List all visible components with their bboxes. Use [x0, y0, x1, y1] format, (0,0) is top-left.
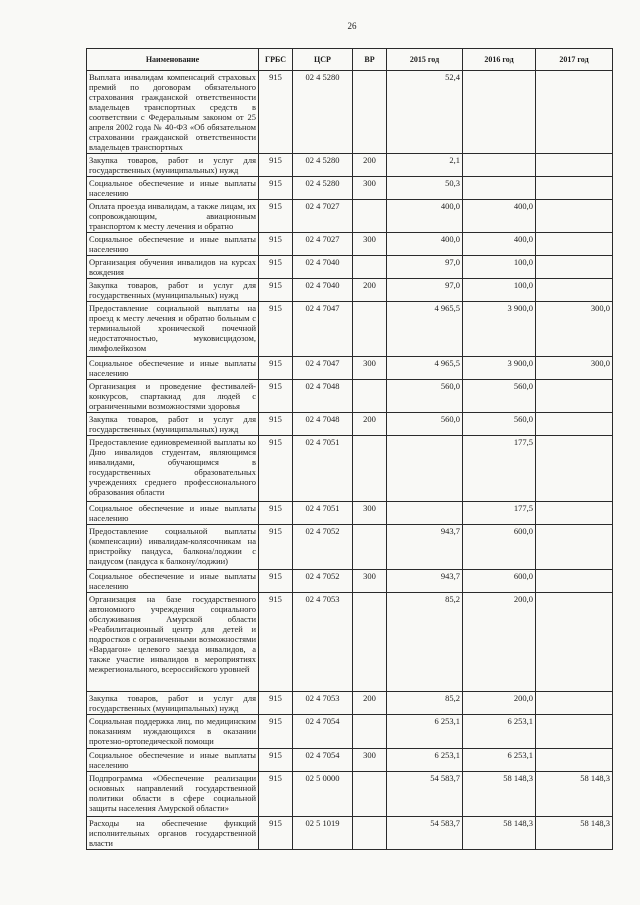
- amount-2015-cell: [387, 436, 463, 502]
- table-row: [87, 233, 613, 256]
- name-cell: Закупка товаров, работ и услуг для государственных (муниципальных) нужд: [87, 154, 259, 177]
- grbs-cell: 915: [259, 715, 293, 749]
- table-row: [87, 570, 613, 593]
- amount-2015-cell: 4 965,5: [387, 302, 463, 357]
- page-number: 26: [347, 21, 357, 31]
- amount-2017-cell: [536, 200, 613, 233]
- grbs-cell: 915: [259, 749, 293, 772]
- amount-2017-cell: [536, 256, 613, 279]
- table-row: [87, 692, 613, 715]
- csr-cell: 02 4 7047: [293, 357, 353, 380]
- amount-2017-cell: [536, 380, 613, 413]
- amount-2017-cell: [536, 593, 613, 692]
- vr-cell: 300: [353, 502, 387, 525]
- table-row: [87, 436, 613, 502]
- amount-2016-cell: 200,0: [463, 593, 536, 692]
- grbs-cell: 915: [259, 817, 293, 850]
- amount-2017-cell: [536, 749, 613, 772]
- vr-cell: [353, 817, 387, 850]
- grbs-cell: 915: [259, 154, 293, 177]
- grbs-cell: 915: [259, 525, 293, 570]
- amount-2016-cell: 400,0: [463, 200, 536, 233]
- amount-2015-cell: 6 253,1: [387, 715, 463, 749]
- grbs-cell: 915: [259, 177, 293, 200]
- amount-2015-cell: 560,0: [387, 413, 463, 436]
- grbs-cell: 915: [259, 502, 293, 525]
- amount-2017-cell: [536, 154, 613, 177]
- table-row: [87, 525, 613, 570]
- csr-cell: 02 4 7051: [293, 436, 353, 502]
- table-row: [87, 279, 613, 302]
- grbs-cell: 915: [259, 357, 293, 380]
- table-row: [87, 715, 613, 749]
- csr-cell: 02 4 7040: [293, 256, 353, 279]
- grbs-cell: 915: [259, 71, 293, 154]
- name-cell: Социальная поддержка лиц, по медицинским показаниям нуждающихся в оказании протезно-ортопедической помощи: [87, 715, 259, 749]
- header-2016: 2016 год: [463, 49, 536, 71]
- vr-cell: [353, 380, 387, 413]
- table-row: [87, 502, 613, 525]
- amount-2015-cell: 97,0: [387, 279, 463, 302]
- amount-2015-cell: 400,0: [387, 233, 463, 256]
- amount-2017-cell: [536, 502, 613, 525]
- amount-2015-cell: 85,2: [387, 692, 463, 715]
- amount-2016-cell: [463, 177, 536, 200]
- vr-cell: 200: [353, 413, 387, 436]
- amount-2015-cell: 54 583,7: [387, 772, 463, 817]
- vr-cell: 300: [353, 177, 387, 200]
- name-cell: Оплата проезда инвалидам, а также лицам, их сопровождающим, авиационным транспортом к месту лечения и обратно: [87, 200, 259, 233]
- header-name: Наименование: [87, 49, 259, 71]
- table-row: [87, 593, 613, 692]
- amount-2015-cell: 560,0: [387, 380, 463, 413]
- amount-2016-cell: 560,0: [463, 413, 536, 436]
- amount-2015-cell: [387, 502, 463, 525]
- amount-2015-cell: 400,0: [387, 200, 463, 233]
- amount-2017-cell: [536, 279, 613, 302]
- amount-2016-cell: 177,5: [463, 502, 536, 525]
- header-vr: ВР: [353, 49, 387, 71]
- csr-cell: 02 4 7054: [293, 715, 353, 749]
- name-cell: Предоставление единовременной выплаты ко Дню инвалидов студентам, являющимся инвалидами, обучающимся в государственных образовательных учреждениях среднего профессионального образования области: [87, 436, 259, 502]
- name-cell: Социальное обеспечение и иные выплаты населению: [87, 233, 259, 256]
- name-cell: Организация и проведение фестивалей-конкурсов, спартакиад для людей с ограниченными возможностями здоровья: [87, 380, 259, 413]
- name-cell: Социальное обеспечение и иные выплаты населению: [87, 357, 259, 380]
- header-2015: 2015 год: [387, 49, 463, 71]
- vr-cell: [353, 593, 387, 692]
- name-cell: Предоставление социальной выплаты (компенсации) инвалидам-колясочникам на пристройку пандуса, балкона/лоджии с пандусом (пандуса к балкону/лоджии): [87, 525, 259, 570]
- grbs-cell: 915: [259, 413, 293, 436]
- csr-cell: 02 4 7051: [293, 502, 353, 525]
- grbs-cell: 915: [259, 200, 293, 233]
- csr-cell: 02 4 7053: [293, 692, 353, 715]
- amount-2015-cell: 6 253,1: [387, 749, 463, 772]
- table-row: [87, 200, 613, 233]
- amount-2017-cell: [536, 233, 613, 256]
- table-row: [87, 154, 613, 177]
- table-row: [87, 772, 613, 817]
- amount-2015-cell: 943,7: [387, 525, 463, 570]
- name-cell: Предоставление социальной выплаты на проезд к месту лечения и обратно больным с терминальной хронической почечной недостаточностью, муковисцидозом, лимфолейкозом: [87, 302, 259, 357]
- amount-2017-cell: 300,0: [536, 357, 613, 380]
- header-2017: 2017 год: [536, 49, 613, 71]
- csr-cell: 02 4 7027: [293, 200, 353, 233]
- amount-2015-cell: 4 965,5: [387, 357, 463, 380]
- table-row: [87, 177, 613, 200]
- amount-2017-cell: [536, 413, 613, 436]
- vr-cell: 200: [353, 154, 387, 177]
- name-cell: Организация на базе государственного автономного учреждения социального обслуживания Амурской области «Реабилитационный центр для детей и подростков с ограниченными возможностями «Вардагон» целевого заезда инвалидов, а также участие инвалидов в мероприятиях межрегионального, всероссийского уровней: [87, 593, 259, 692]
- amount-2017-cell: [536, 692, 613, 715]
- amount-2016-cell: 600,0: [463, 525, 536, 570]
- vr-cell: [353, 715, 387, 749]
- grbs-cell: 915: [259, 692, 293, 715]
- table-row: [87, 302, 613, 357]
- amount-2017-cell: [536, 177, 613, 200]
- table-row: [87, 71, 613, 154]
- grbs-cell: 915: [259, 302, 293, 357]
- amount-2017-cell: [536, 525, 613, 570]
- table-row: [87, 380, 613, 413]
- amount-2016-cell: 200,0: [463, 692, 536, 715]
- name-cell: Подпрограмма «Обеспечение реализации основных направлений государственной политики области в сфере социальной защиты населения Амурской области»: [87, 772, 259, 817]
- csr-cell: 02 4 5280: [293, 154, 353, 177]
- csr-cell: 02 4 7053: [293, 593, 353, 692]
- table-row: [87, 256, 613, 279]
- table-row: [87, 357, 613, 380]
- amount-2016-cell: 100,0: [463, 279, 536, 302]
- amount-2016-cell: 600,0: [463, 570, 536, 593]
- amount-2017-cell: [536, 570, 613, 593]
- name-cell: Закупка товаров, работ и услуг для государственных (муниципальных) нужд: [87, 413, 259, 436]
- name-cell: Расходы на обеспечение функций исполнительных органов государственной власти: [87, 817, 259, 850]
- amount-2017-cell: [536, 715, 613, 749]
- amount-2015-cell: 52,4: [387, 71, 463, 154]
- amount-2016-cell: 177,5: [463, 436, 536, 502]
- csr-cell: 02 4 7048: [293, 413, 353, 436]
- csr-cell: 02 4 7027: [293, 233, 353, 256]
- amount-2016-cell: [463, 154, 536, 177]
- amount-2015-cell: 97,0: [387, 256, 463, 279]
- csr-cell: 02 4 7047: [293, 302, 353, 357]
- name-cell: Социальное обеспечение и иные выплаты населению: [87, 177, 259, 200]
- amount-2017-cell: [536, 436, 613, 502]
- grbs-cell: 915: [259, 380, 293, 413]
- grbs-cell: 915: [259, 256, 293, 279]
- vr-cell: [353, 302, 387, 357]
- csr-cell: 02 4 7040: [293, 279, 353, 302]
- grbs-cell: 915: [259, 593, 293, 692]
- grbs-cell: 915: [259, 570, 293, 593]
- name-cell: Социальное обеспечение и иные выплаты населению: [87, 749, 259, 772]
- budget-table: [86, 48, 613, 850]
- vr-cell: [353, 200, 387, 233]
- vr-cell: 300: [353, 357, 387, 380]
- name-cell: Социальное обеспечение и иные выплаты населению: [87, 502, 259, 525]
- csr-cell: 02 4 7048: [293, 380, 353, 413]
- amount-2015-cell: 943,7: [387, 570, 463, 593]
- amount-2016-cell: [463, 71, 536, 154]
- vr-cell: [353, 71, 387, 154]
- csr-cell: 02 4 7052: [293, 525, 353, 570]
- name-cell: Выплата инвалидам компенсаций страховых премий по договорам обязательного страхования гражданской ответственности владельцев транспортных средств в соответствии с Федеральным законом от 25 апреля 2002 года № 40-ФЗ «Об обязательном страховании гражданской ответственности владельцев транспортных: [87, 71, 259, 154]
- vr-cell: [353, 256, 387, 279]
- vr-cell: 200: [353, 279, 387, 302]
- csr-cell: 02 4 7054: [293, 749, 353, 772]
- name-cell: Организация обучения инвалидов на курсах вождения: [87, 256, 259, 279]
- csr-cell: 02 4 7052: [293, 570, 353, 593]
- amount-2015-cell: 50,3: [387, 177, 463, 200]
- amount-2016-cell: 58 148,3: [463, 772, 536, 817]
- csr-cell: 02 4 5280: [293, 177, 353, 200]
- csr-cell: 02 5 1019: [293, 817, 353, 850]
- header-row: [87, 49, 613, 71]
- table-row: [87, 817, 613, 850]
- grbs-cell: 915: [259, 279, 293, 302]
- vr-cell: 300: [353, 749, 387, 772]
- grbs-cell: 915: [259, 772, 293, 817]
- amount-2015-cell: 2,1: [387, 154, 463, 177]
- amount-2016-cell: 100,0: [463, 256, 536, 279]
- amount-2016-cell: 560,0: [463, 380, 536, 413]
- header-grbs: ГРБС: [259, 49, 293, 71]
- amount-2015-cell: 54 583,7: [387, 817, 463, 850]
- csr-cell: 02 4 5280: [293, 71, 353, 154]
- name-cell: Закупка товаров, работ и услуг для государственных (муниципальных) нужд: [87, 279, 259, 302]
- amount-2017-cell: 58 148,3: [536, 772, 613, 817]
- amount-2017-cell: 58 148,3: [536, 817, 613, 850]
- amount-2016-cell: 400,0: [463, 233, 536, 256]
- amount-2017-cell: 300,0: [536, 302, 613, 357]
- grbs-cell: 915: [259, 436, 293, 502]
- amount-2016-cell: 3 900,0: [463, 302, 536, 357]
- header-csr: ЦСР: [293, 49, 353, 71]
- vr-cell: [353, 772, 387, 817]
- amount-2016-cell: 3 900,0: [463, 357, 536, 380]
- table-row: [87, 749, 613, 772]
- amount-2016-cell: 6 253,1: [463, 715, 536, 749]
- table-row: [87, 413, 613, 436]
- vr-cell: 300: [353, 233, 387, 256]
- table-body: [87, 71, 613, 850]
- vr-cell: [353, 525, 387, 570]
- vr-cell: 300: [353, 570, 387, 593]
- vr-cell: [353, 436, 387, 502]
- amount-2017-cell: [536, 71, 613, 154]
- amount-2015-cell: 85,2: [387, 593, 463, 692]
- vr-cell: 200: [353, 692, 387, 715]
- amount-2016-cell: 58 148,3: [463, 817, 536, 850]
- table-header: [87, 49, 613, 71]
- csr-cell: 02 5 0000: [293, 772, 353, 817]
- grbs-cell: 915: [259, 233, 293, 256]
- amount-2016-cell: 6 253,1: [463, 749, 536, 772]
- name-cell: Закупка товаров, работ и услуг для государственных (муниципальных) нужд: [87, 692, 259, 715]
- name-cell: Социальное обеспечение и иные выплаты населению: [87, 570, 259, 593]
